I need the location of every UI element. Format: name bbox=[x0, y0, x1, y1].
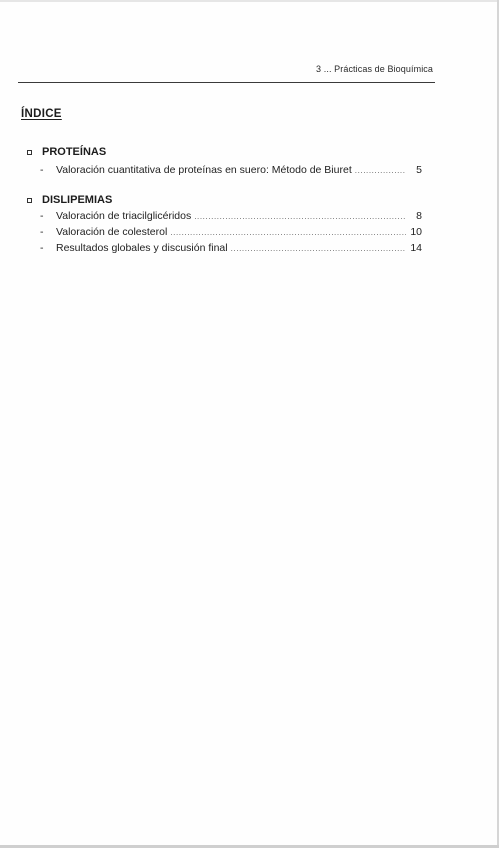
entry-page-number: 5 bbox=[416, 164, 422, 176]
entry-title: Valoración de triacilglicéridos bbox=[56, 210, 192, 222]
scan-edge-top bbox=[0, 0, 499, 2]
toc-entry bbox=[40, 164, 422, 176]
section-dislipemias bbox=[27, 194, 112, 206]
dot-leader bbox=[231, 244, 406, 253]
entry-page-number: 14 bbox=[410, 242, 422, 254]
toc-entry bbox=[40, 226, 422, 238]
entry-title: Valoración de colesterol bbox=[56, 226, 168, 238]
toc-entry bbox=[40, 210, 422, 222]
entry-title: Resultados globales y discusión final bbox=[56, 242, 228, 254]
dot-leader bbox=[355, 166, 406, 175]
section-proteinas bbox=[27, 146, 106, 158]
toc-entry bbox=[40, 242, 422, 254]
entry-page-number: 8 bbox=[416, 210, 422, 222]
entry-dash: - bbox=[40, 164, 44, 176]
dot-leader bbox=[170, 228, 406, 237]
section-label: DISLIPEMIAS bbox=[42, 194, 113, 206]
checkbox-bullet-icon bbox=[27, 150, 32, 155]
entry-page-number: 10 bbox=[410, 226, 422, 238]
entry-dash: - bbox=[40, 226, 44, 238]
index-title: ÍNDICE bbox=[21, 108, 62, 120]
running-header: 3 ... Prácticas de Bioquímica bbox=[316, 64, 433, 74]
section-label: PROTEÍNAS bbox=[42, 146, 107, 158]
checkbox-bullet-icon bbox=[27, 198, 32, 203]
entry-dash: - bbox=[40, 242, 44, 254]
entry-dash: - bbox=[40, 210, 44, 222]
header-rule bbox=[18, 82, 435, 83]
dot-leader bbox=[194, 212, 406, 221]
entry-title: Valoración cuantitativa de proteínas en suero: Método de Biuret bbox=[56, 164, 352, 176]
